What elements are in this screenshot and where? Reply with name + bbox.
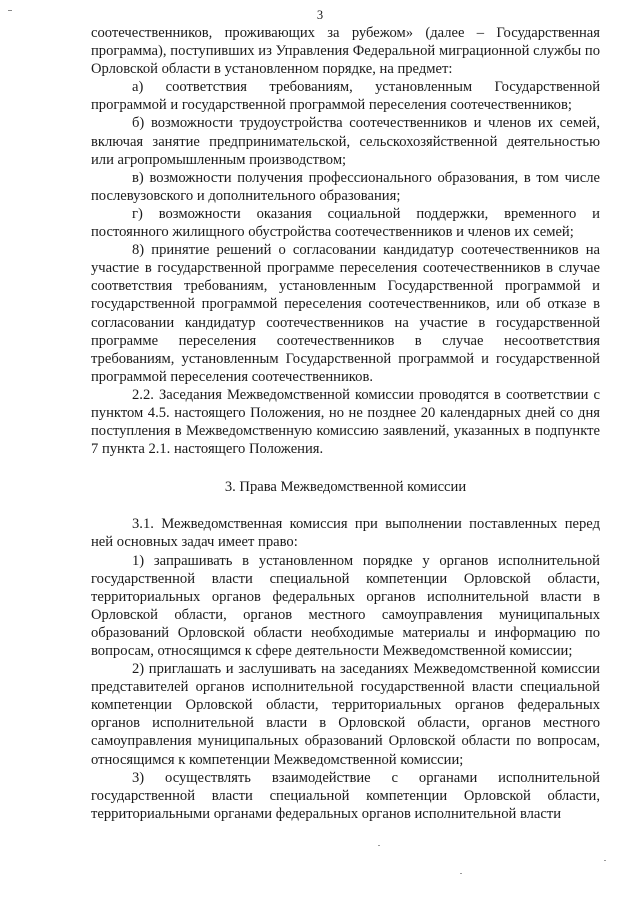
paragraph: г) возможности оказания социальной поддержки, временного и постоянного жилищного обустройства соотечественников и членов их семей; (91, 205, 600, 241)
paragraph: б) возможности трудоустройства соотечественников и членов их семей, включая занятие предпринимательской, сельскохозяйственной деятельностью или агропромышленным производством; (91, 115, 600, 168)
section-heading: 3. Права Межведомственной комиссии (224, 479, 467, 496)
page-number: 3 (316, 8, 324, 22)
paragraph: соотечественников, проживающих за рубежом» (далее – Государственная программа), поступивших из Управления Федеральной миграционной службы по Орловской области в установленном порядке, на предмет: (91, 25, 600, 78)
paragraph: 3) осуществлять взаимодействие с органами исполнительной государственной власти специальной компетенции Орловской области, территориальными органами федеральных органов исполнительной власти (91, 769, 600, 822)
scan-speck (460, 873, 462, 874)
paragraph: 8) принятие решений о согласовании кандидатур соотечественников на участие в государственной программе переселения соотечественников в случае соответствия требованиям, установленным Государственной программой и государственной программой переселения соотечественников, или об отказе в согласовании кандидатур соотечественников на участие в государственной программе переселения соотечественников в случае несоответствия требованиям, установленным Государственной программой и государственной программой переселения соотечественников. (91, 242, 600, 385)
scan-speck (378, 845, 380, 846)
paragraph: 2.2. Заседания Межведомственной комиссии проводятся в соответствии с пунктом 4.5. настоящего Положения, но не позднее 20 календарных дней со дня поступления в Межведомственную комиссию заявлений, указанных в подпункте 7 пункта 2.1. настоящего Положения. (91, 386, 600, 458)
paragraph: а) соответствия требованиям, установленным Государственной программой и государственной программой переселения соотечественников; (91, 79, 600, 114)
document-body (91, 24, 600, 823)
paragraph: 2) приглашать и заслушивать на заседаниях Межведомственной комиссии представителей органов исполнительной государственной власти специальной компетенции Орловской области, территориальных органов федеральных органов исполнительной власти в Орловской области, органов местного самоуправления муниципальных образований Орловской области по вопросам, относящимся к компетенции Межведомственной комиссии; (91, 661, 600, 768)
paragraph: в) возможности получения профессионального образования, в том числе послевузовского и дополнительного образования; (91, 169, 600, 204)
scan-speck (604, 860, 606, 861)
paragraph: 3.1. Межведомственная комиссия при выполнении поставленных перед ней основных задач имеет право: (91, 516, 600, 551)
paragraph: 1) запрашивать в установленном порядке у органов исполнительной государственной власти специальной компетенции Орловской области, территориальных органов федеральных органов исполнительной власти в Орловской области, органов местного самоуправления муниципальных образований Орловской области необходимые материалы и информацию по вопросам, относящимся к сфере деятельности Межведомственной комиссии; (91, 552, 600, 659)
